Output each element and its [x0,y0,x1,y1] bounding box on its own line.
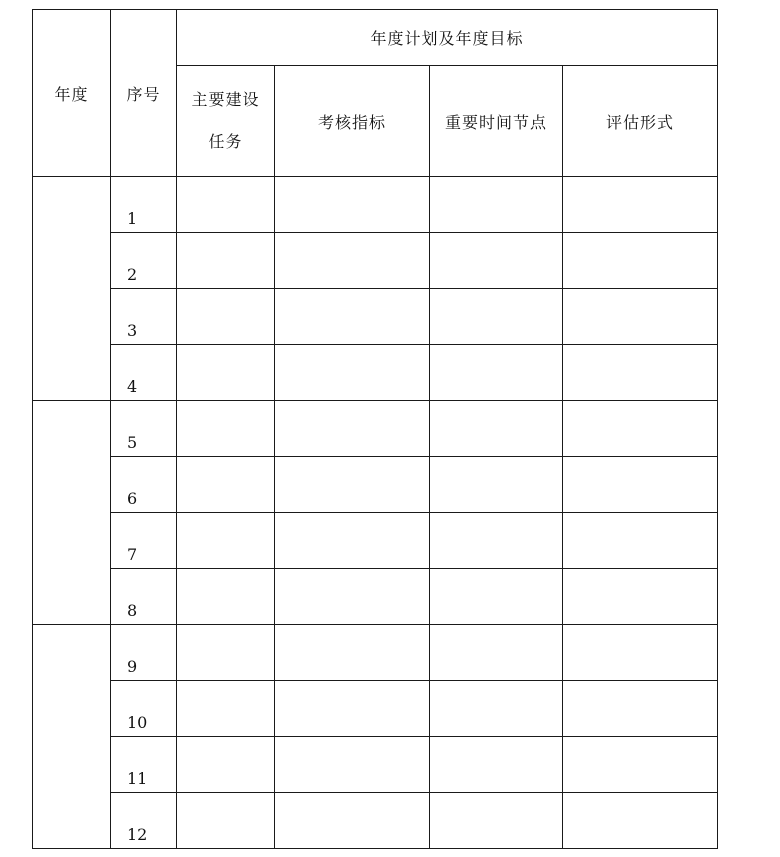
table-row [33,513,718,569]
header-indicator: 考核指标 [275,66,430,177]
seq-cell: 12 [111,793,177,849]
year-cell[interactable] [33,401,111,625]
year-cell[interactable] [33,625,111,849]
task-cell[interactable] [177,737,275,793]
indicator-cell[interactable] [275,345,430,401]
evaluation-cell[interactable] [563,457,718,513]
seq-cell: 1 [111,177,177,233]
task-cell[interactable] [177,681,275,737]
table-row [33,289,718,345]
indicator-cell[interactable] [275,681,430,737]
milestone-cell[interactable] [430,401,563,457]
milestone-cell[interactable] [430,513,563,569]
seq-cell: 4 [111,345,177,401]
milestone-cell[interactable] [430,289,563,345]
table-row [33,345,718,401]
task-cell[interactable] [177,289,275,345]
header-main-task [177,66,275,177]
plan-table-container [32,9,718,849]
evaluation-cell[interactable] [563,513,718,569]
evaluation-cell[interactable] [563,177,718,233]
indicator-cell[interactable] [275,625,430,681]
indicator-cell[interactable] [275,177,430,233]
annual-plan-table [32,9,718,849]
header-milestone: 重要时间节点 [430,66,563,177]
indicator-cell[interactable] [275,737,430,793]
indicator-cell[interactable] [275,793,430,849]
table-row [33,401,718,457]
indicator-cell[interactable] [275,569,430,625]
evaluation-cell[interactable] [563,401,718,457]
seq-cell: 6 [111,457,177,513]
milestone-cell[interactable] [430,793,563,849]
seq-cell: 3 [111,289,177,345]
year-cell[interactable] [33,177,111,401]
table-row [33,457,718,513]
milestone-cell[interactable] [430,457,563,513]
plan-table-body [33,177,718,849]
table-row [33,793,718,849]
evaluation-cell[interactable] [563,681,718,737]
evaluation-cell[interactable] [563,569,718,625]
table-row [33,177,718,233]
task-cell[interactable] [177,233,275,289]
seq-cell: 8 [111,569,177,625]
seq-cell: 2 [111,233,177,289]
seq-cell: 7 [111,513,177,569]
seq-cell: 9 [111,625,177,681]
table-row [33,625,718,681]
header-annual-plan: 年度计划及年度目标 [177,10,718,66]
evaluation-cell[interactable] [563,345,718,401]
milestone-cell[interactable] [430,345,563,401]
header-seq: 序号 [111,10,177,177]
milestone-cell[interactable] [430,233,563,289]
milestone-cell[interactable] [430,625,563,681]
milestone-cell[interactable] [430,177,563,233]
task-cell[interactable] [177,401,275,457]
evaluation-cell[interactable] [563,289,718,345]
milestone-cell[interactable] [430,737,563,793]
task-cell[interactable] [177,625,275,681]
evaluation-cell[interactable] [563,625,718,681]
seq-cell: 5 [111,401,177,457]
task-cell[interactable] [177,513,275,569]
task-cell[interactable] [177,345,275,401]
evaluation-cell[interactable] [563,233,718,289]
table-row [33,233,718,289]
indicator-cell[interactable] [275,513,430,569]
table-row [33,569,718,625]
indicator-cell[interactable] [275,457,430,513]
task-cell[interactable] [177,177,275,233]
seq-cell: 11 [111,737,177,793]
indicator-cell[interactable] [275,233,430,289]
header-evaluation: 评估形式 [563,66,718,177]
evaluation-cell[interactable] [563,793,718,849]
table-row [33,737,718,793]
evaluation-cell[interactable] [563,737,718,793]
header-main-task-line2: 任务 [208,132,243,151]
seq-cell: 10 [111,681,177,737]
task-cell[interactable] [177,793,275,849]
indicator-cell[interactable] [275,401,430,457]
task-cell[interactable] [177,457,275,513]
milestone-cell[interactable] [430,569,563,625]
milestone-cell[interactable] [430,681,563,737]
header-main-task-line1: 主要建设 [191,90,260,110]
task-cell[interactable] [177,569,275,625]
header-year: 年度 [33,10,111,177]
table-row [33,681,718,737]
indicator-cell[interactable] [275,289,430,345]
